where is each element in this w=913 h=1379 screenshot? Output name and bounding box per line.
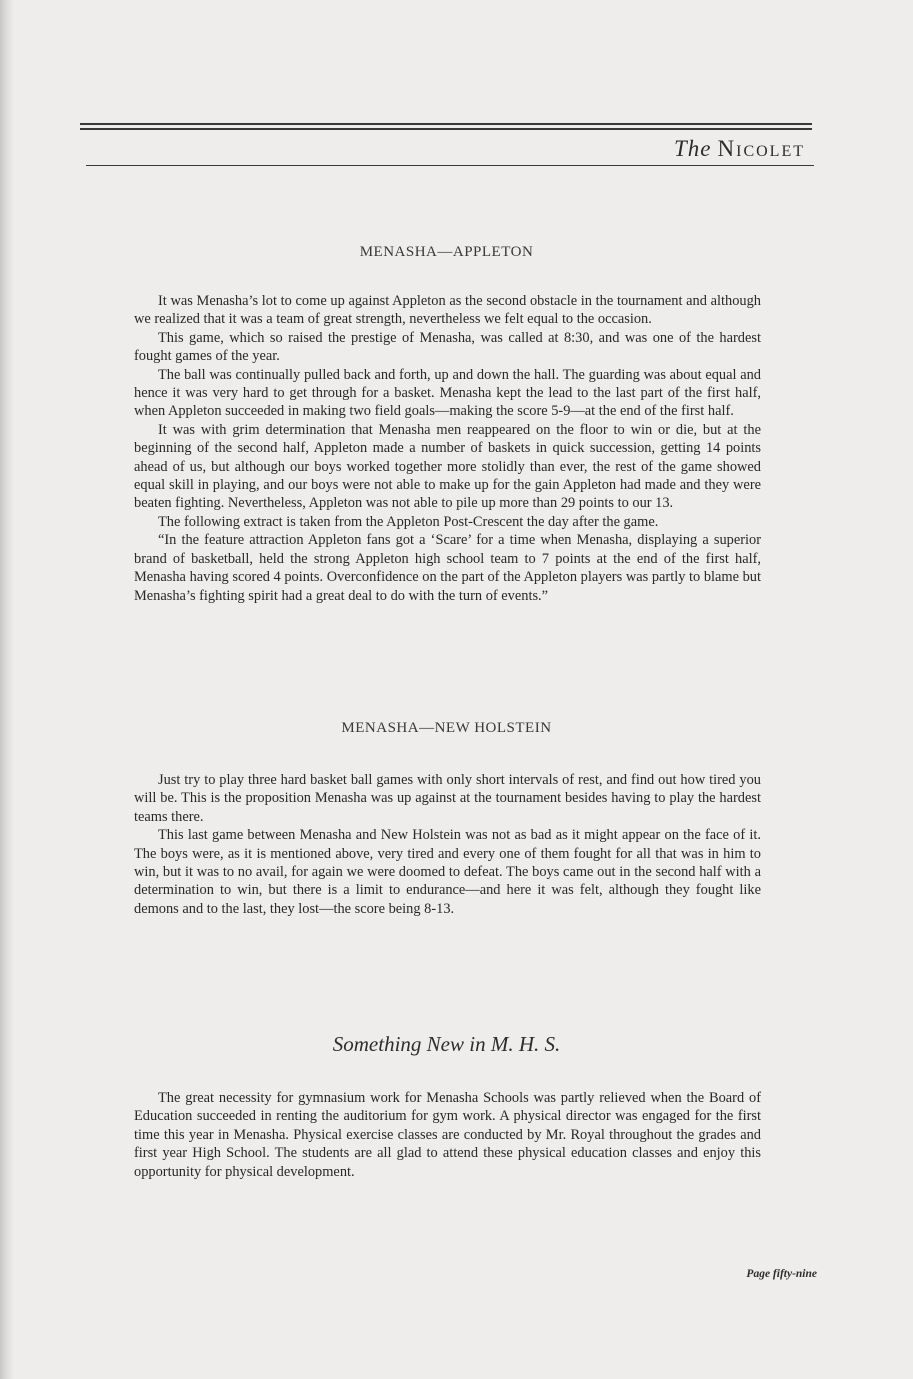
section-title-menasha-appleton: MENASHA—APPLETON bbox=[359, 244, 534, 260]
header-double-rule-top bbox=[80, 123, 812, 125]
section-body-something-new bbox=[134, 1089, 761, 1181]
paragraph: This last game between Menasha and New Holstein was not as bad as it might appear on the face of it. The boys were, as it is mentioned above, very tired and every one of them fought for all that was in him to win, but it was to no avail, for again we were doomed to defeat. The boys came out in the second half with a determination to win, but there is a limit to endurance—and here it was felt, although they fought like demons and to the last, they lost—the score being 8-13. bbox=[134, 827, 761, 917]
paragraph: The great necessity for gymnasium work for Menasha Schools was partly relieved when the Board of Education succeeded in renting the auditorium for gym work. A physical director was engaged for the first time this year in Menasha. Physical exercise classes are conducted by Mr. Royal throughout the grades and first year High School. The students are all glad to attend these physical education classes and enjoy this opportunity for physical development. bbox=[134, 1090, 761, 1180]
paragraph: This game, which so raised the prestige of Menasha, was called at 8:30, and was one of the hardest fought games of the year. bbox=[134, 329, 761, 365]
paragraph: It was Menasha’s lot to come up against Appleton as the second obstacle in the tournament and although we realized that it was a team of great strength, nevertheless we felt equal to the occasion. bbox=[134, 293, 761, 328]
page-number: Page fifty-nine bbox=[746, 1268, 817, 1280]
running-header bbox=[674, 136, 805, 162]
section-title-menasha-new-holstein: MENASHA—NEW HOLSTEIN bbox=[341, 720, 552, 736]
paragraph: It was with grim determination that Menasha men reappeared on the floor to win or die, but at the beginning of the second half, Appleton made a number of baskets in quick succession, getting 14 points ahead of us, but although our boys worked together more stolidly than ever, the rest of the game showed equal skill in playing, and our boys were not able to make up for the gain Appleton had made and they were beaten fighting. Nevertheless, Appleton was not able to pile up more than 29 points to our 13. bbox=[134, 421, 761, 512]
paragraph: The ball was continually pulled back and forth, up and down the hall. The guarding was about equal and hence it was very hard to get through for a basket. Menasha kept the lead to the last part of the first half, when Appleton succeeded in making two field goals—making the score 5-9—at the end of the first half. bbox=[134, 366, 761, 420]
feature-title-something-new: Something New in M. H. S. bbox=[332, 1032, 561, 1056]
paragraph: The following extract is taken from the Appleton Post-Crescent the day after the game. bbox=[158, 513, 659, 530]
page-binding-shadow bbox=[0, 0, 14, 1379]
paragraph: Just try to play three hard basket ball games with only short intervals of rest, and find out how tired you will be. This is the proposition Menasha was up against at the tournament besides having to play the hardest teams there. bbox=[134, 772, 761, 825]
section-body-menasha-new-holstein bbox=[134, 771, 761, 918]
running-header-the: The bbox=[674, 136, 712, 161]
paragraph-quote: “In the feature attraction Appleton fans got a ‘Scare’ for a time when Menasha, displaying a superior brand of basketball, held the strong Appleton high school team to 7 points at the end of the first half, Menasha having scored 4 points. Overconfidence on the part of the Appleton players was partly to blame but Menasha’s fighting spirit had a great deal to do with the turn of events.” bbox=[134, 532, 761, 604]
header-double-rule-bottom bbox=[80, 128, 812, 130]
running-header-name: Nicolet bbox=[717, 136, 805, 161]
section-body-menasha-appleton bbox=[134, 292, 761, 605]
header-underline-rule bbox=[86, 165, 814, 166]
